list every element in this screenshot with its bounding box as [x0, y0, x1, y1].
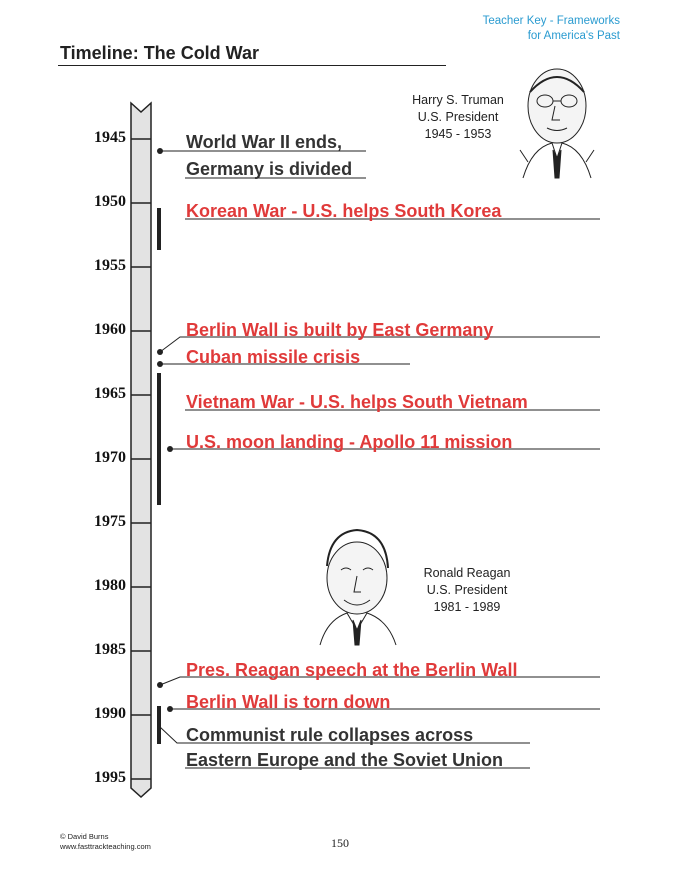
event-berlin-wall-built: Berlin Wall is built by East Germany [186, 320, 494, 340]
year-label-1965: 1965 [94, 385, 126, 402]
event-vietnam-war: Vietnam War - U.S. helps South Vietnam [186, 392, 528, 412]
year-label-1955: 1955 [94, 257, 126, 274]
footer-copyright: © David Burns [60, 832, 109, 841]
year-label-1980: 1980 [94, 577, 126, 594]
truman-role: U.S. President [417, 110, 499, 124]
event-ww2-line-1: World War II ends, [186, 132, 343, 152]
year-label-1985: 1985 [94, 641, 126, 658]
footer-website: www.fasttrackteaching.com [60, 842, 151, 851]
event-moon-landing: U.S. moon landing - Apollo 11 mission [186, 432, 513, 452]
page-title: Timeline: The Cold War [60, 43, 260, 63]
year-label-1975: 1975 [94, 513, 126, 530]
event-berlin-wall-torn-down: Berlin Wall is torn down [186, 692, 391, 712]
year-label-1970: 1970 [94, 449, 126, 466]
page-number: 150 [331, 836, 349, 850]
event-communist-collapse-line-1: Communist rule collapses across [186, 725, 474, 745]
truman-caption [393, 92, 523, 143]
year-label-1960: 1960 [94, 321, 126, 338]
event-cuban-missile-crisis: Cuban missile crisis [186, 347, 361, 367]
event-communist-collapse-line-2: Eastern Europe and the Soviet Union [186, 750, 504, 770]
reagan-name: Ronald Reagan [423, 566, 511, 580]
reagan-term: 1981 - 1989 [433, 600, 501, 614]
year-label-1990: 1990 [94, 705, 126, 722]
teacher-key-line-2: for America's Past [527, 30, 620, 42]
year-label-1945: 1945 [94, 129, 126, 146]
truman-term: 1945 - 1953 [424, 127, 492, 141]
timeline-bar [131, 103, 151, 797]
teacher-key-line-1: Teacher Key - Frameworks [482, 15, 620, 27]
event-korea: Korean War - U.S. helps South Korea [186, 201, 502, 221]
truman-portrait [520, 69, 594, 178]
truman-name: Harry S. Truman [412, 93, 504, 107]
reagan-portrait [320, 530, 396, 645]
year-label-1950: 1950 [94, 193, 126, 210]
reagan-caption [402, 565, 532, 616]
reagan-role: U.S. President [426, 583, 508, 597]
event-reagan-speech: Pres. Reagan speech at the Berlin Wall [186, 660, 518, 680]
event-ww2-line-2: Germany is divided [186, 159, 353, 179]
year-label-1995: 1995 [94, 769, 126, 786]
